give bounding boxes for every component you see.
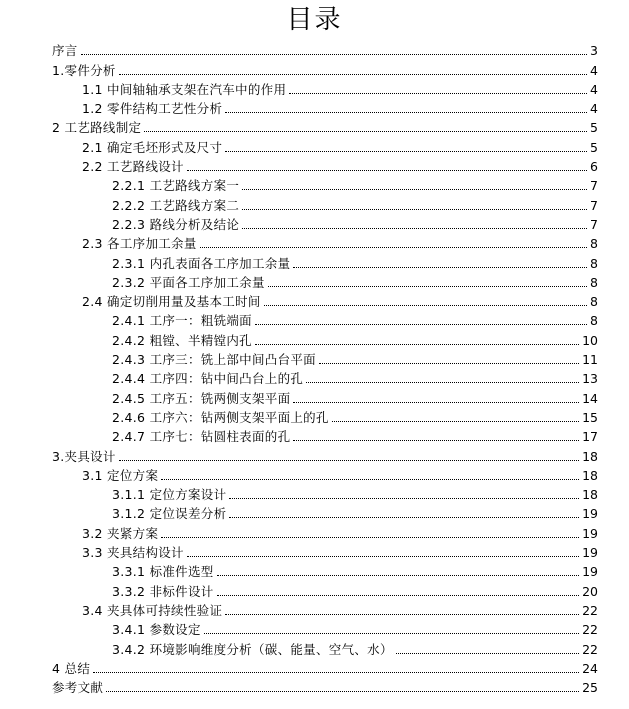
toc-entry-label: 2.4.1 工序一：粗铣端面 xyxy=(112,313,252,329)
toc-entry-label: 2.4.2 粗镗、半精镗内孔 xyxy=(112,332,252,348)
dot-leader xyxy=(144,130,587,132)
toc-entry[interactable] xyxy=(52,78,598,97)
toc-entry-page-number: 6 xyxy=(590,159,598,175)
toc-entry-page-number: 18 xyxy=(582,487,598,503)
toc-entry[interactable] xyxy=(52,406,598,425)
dot-leader xyxy=(119,73,587,75)
toc-entry[interactable] xyxy=(52,618,598,637)
dot-leader xyxy=(289,92,587,94)
dot-leader xyxy=(242,188,587,190)
toc-entry[interactable] xyxy=(52,135,598,154)
toc-entry-page-number: 14 xyxy=(582,390,598,406)
toc-entry-label: 3.2 夹紧方案 xyxy=(82,525,159,541)
toc-entry[interactable] xyxy=(52,599,598,618)
toc-entry-page-number: 8 xyxy=(590,294,598,310)
toc-entry-label: 1.1 中间轴轴承支架在汽车中的作用 xyxy=(82,81,287,97)
toc-entry-page-number: 13 xyxy=(582,371,598,387)
toc-entry-page-number: 22 xyxy=(582,641,598,657)
toc-entry[interactable] xyxy=(52,657,598,676)
toc-entry-page-number: 22 xyxy=(582,602,598,618)
dot-leader xyxy=(242,208,587,210)
toc-entry[interactable] xyxy=(52,213,598,232)
toc-entry-label: 3.4.1 参数设定 xyxy=(112,622,201,638)
toc-entry-page-number: 24 xyxy=(582,660,598,676)
toc-entry-label: 参考文献 xyxy=(52,680,104,696)
dot-leader xyxy=(225,111,587,113)
dot-leader xyxy=(187,555,579,557)
dot-leader xyxy=(319,362,579,364)
toc-entry-label: 2.4 确定切削用量及基本工时间 xyxy=(82,294,261,310)
toc-entry[interactable] xyxy=(52,541,598,560)
toc-entry-label: 3.1.2 定位误差分析 xyxy=(112,506,227,522)
toc-entry-page-number: 18 xyxy=(582,448,598,464)
toc-entry[interactable] xyxy=(52,251,598,270)
toc-entry[interactable] xyxy=(52,97,598,116)
toc-entry[interactable] xyxy=(52,348,598,367)
toc-entry-page-number: 4 xyxy=(590,81,598,97)
toc-entry-page-number: 5 xyxy=(590,120,598,136)
toc-entry[interactable] xyxy=(52,271,598,290)
toc-entry-page-number: 4 xyxy=(590,62,598,78)
toc-entry[interactable] xyxy=(52,637,598,656)
toc-entry[interactable] xyxy=(52,232,598,251)
toc-entry-page-number: 20 xyxy=(582,583,598,599)
dot-leader xyxy=(106,690,579,692)
table-of-contents xyxy=(52,39,598,695)
toc-entry-label: 2.2.1 工艺路线方案一 xyxy=(112,178,240,194)
toc-entry-label: 2.2.2 工艺路线方案二 xyxy=(112,197,240,213)
dot-leader xyxy=(187,169,587,171)
toc-entry-label: 2 工艺路线制定 xyxy=(52,120,142,136)
toc-entry-label: 1.零件分析 xyxy=(52,62,116,78)
dot-leader xyxy=(255,323,587,325)
toc-entry-page-number: 10 xyxy=(582,332,598,348)
toc-entry-page-number: 18 xyxy=(582,467,598,483)
toc-entry-page-number: 15 xyxy=(582,409,598,425)
dot-leader xyxy=(332,420,579,422)
toc-entry-label: 3.4 夹具体可持续性验证 xyxy=(82,602,223,618)
dot-leader xyxy=(217,574,580,576)
toc-entry[interactable] xyxy=(52,521,598,540)
dot-leader xyxy=(204,632,579,634)
toc-entry-page-number: 25 xyxy=(582,680,598,696)
dot-leader xyxy=(225,613,579,615)
toc-entry-label: 3.1.1 定位方案设计 xyxy=(112,487,227,503)
toc-entry[interactable] xyxy=(52,58,598,77)
toc-entry-page-number: 17 xyxy=(582,429,598,445)
toc-entry[interactable] xyxy=(52,502,598,521)
toc-entry-label: 2.3.1 内孔表面各工序加工余量 xyxy=(112,255,291,271)
toc-entry[interactable] xyxy=(52,483,598,502)
toc-entry-label: 3.1 定位方案 xyxy=(82,467,159,483)
toc-entry-page-number: 3 xyxy=(590,43,598,59)
dot-leader xyxy=(161,478,579,480)
dot-leader xyxy=(217,594,580,596)
toc-entry-page-number: 11 xyxy=(582,352,598,368)
toc-entry[interactable] xyxy=(52,367,598,386)
toc-entry-label: 2.4.4 工序四：钻中间凸台上的孔 xyxy=(112,371,304,387)
toc-entry-page-number: 8 xyxy=(590,236,598,252)
toc-entry-label: 2.3 各工序加工余量 xyxy=(82,236,197,252)
dot-leader xyxy=(229,497,579,499)
dot-leader xyxy=(293,439,579,441)
toc-entry[interactable] xyxy=(52,193,598,212)
toc-entry-label: 2.2 工艺路线设计 xyxy=(82,159,184,175)
toc-entry[interactable] xyxy=(52,444,598,463)
toc-entry-page-number: 7 xyxy=(590,178,598,194)
toc-entry-label: 序言 xyxy=(52,43,78,59)
toc-entry-page-number: 19 xyxy=(582,525,598,541)
toc-entry[interactable] xyxy=(52,290,598,309)
dot-leader xyxy=(264,304,587,306)
toc-entry-label: 2.4.7 工序七：钻圆柱表面的孔 xyxy=(112,429,291,445)
toc-entry-page-number: 8 xyxy=(590,255,598,271)
toc-entry-label: 4 总结 xyxy=(52,660,91,676)
toc-entry[interactable] xyxy=(52,39,598,58)
toc-entry[interactable] xyxy=(52,560,598,579)
toc-entry-page-number: 4 xyxy=(590,101,598,117)
dot-leader xyxy=(396,652,579,654)
toc-entry[interactable] xyxy=(52,155,598,174)
dot-leader xyxy=(255,343,579,345)
toc-entry-page-number: 7 xyxy=(590,197,598,213)
toc-entry[interactable] xyxy=(52,676,598,695)
dot-leader xyxy=(93,671,579,673)
toc-entry-page-number: 19 xyxy=(582,545,598,561)
toc-entry-label: 3.3 夹具结构设计 xyxy=(82,545,184,561)
dot-leader xyxy=(229,516,579,518)
toc-entry-label: 3.3.1 标准件选型 xyxy=(112,564,214,580)
page-title: 目录 xyxy=(286,5,343,35)
toc-entry[interactable] xyxy=(52,464,598,483)
toc-entry-page-number: 8 xyxy=(590,313,598,329)
dot-leader xyxy=(225,150,587,152)
toc-entry-page-number: 22 xyxy=(582,622,598,638)
dot-leader xyxy=(268,285,587,287)
toc-entry-page-number: 7 xyxy=(590,216,598,232)
toc-entry-page-number: 5 xyxy=(590,139,598,155)
toc-entry-page-number: 8 xyxy=(590,274,598,290)
toc-entry[interactable] xyxy=(52,579,598,598)
toc-entry-label: 1.2 零件结构工艺性分析 xyxy=(82,101,223,117)
toc-entry-label: 3.夹具设计 xyxy=(52,448,116,464)
toc-entry-label: 2.1 确定毛坯形式及尺寸 xyxy=(82,139,223,155)
toc-entry-label: 2.3.2 平面各工序加工余量 xyxy=(112,274,265,290)
toc-entry[interactable] xyxy=(52,116,598,135)
toc-entry-label: 3.3.2 非标件设计 xyxy=(112,583,214,599)
toc-entry[interactable] xyxy=(52,386,598,405)
dot-leader xyxy=(81,53,587,55)
toc-entry[interactable] xyxy=(52,309,598,328)
dot-leader xyxy=(200,246,587,248)
toc-entry-label: 3.4.2 环境影响维度分析（碳、能量、空气、水） xyxy=(112,641,393,657)
dot-leader xyxy=(293,401,579,403)
toc-entry-label: 2.2.3 路线分析及结论 xyxy=(112,216,240,232)
toc-entry-label: 2.4.3 工序三：铣上部中间凸台平面 xyxy=(112,352,316,368)
toc-entry[interactable] xyxy=(52,174,598,193)
toc-entry[interactable] xyxy=(52,328,598,347)
dot-leader xyxy=(161,536,579,538)
dot-leader xyxy=(119,459,579,461)
toc-entry-label: 2.4.6 工序六：钻两侧支架平面上的孔 xyxy=(112,409,329,425)
dot-leader xyxy=(242,227,587,229)
toc-entry[interactable] xyxy=(52,425,598,444)
dot-leader xyxy=(293,266,587,268)
toc-entry-label: 2.4.5 工序五：铣两侧支架平面 xyxy=(112,390,291,406)
toc-entry-page-number: 19 xyxy=(582,564,598,580)
toc-entry-page-number: 19 xyxy=(582,506,598,522)
dot-leader xyxy=(306,381,579,383)
